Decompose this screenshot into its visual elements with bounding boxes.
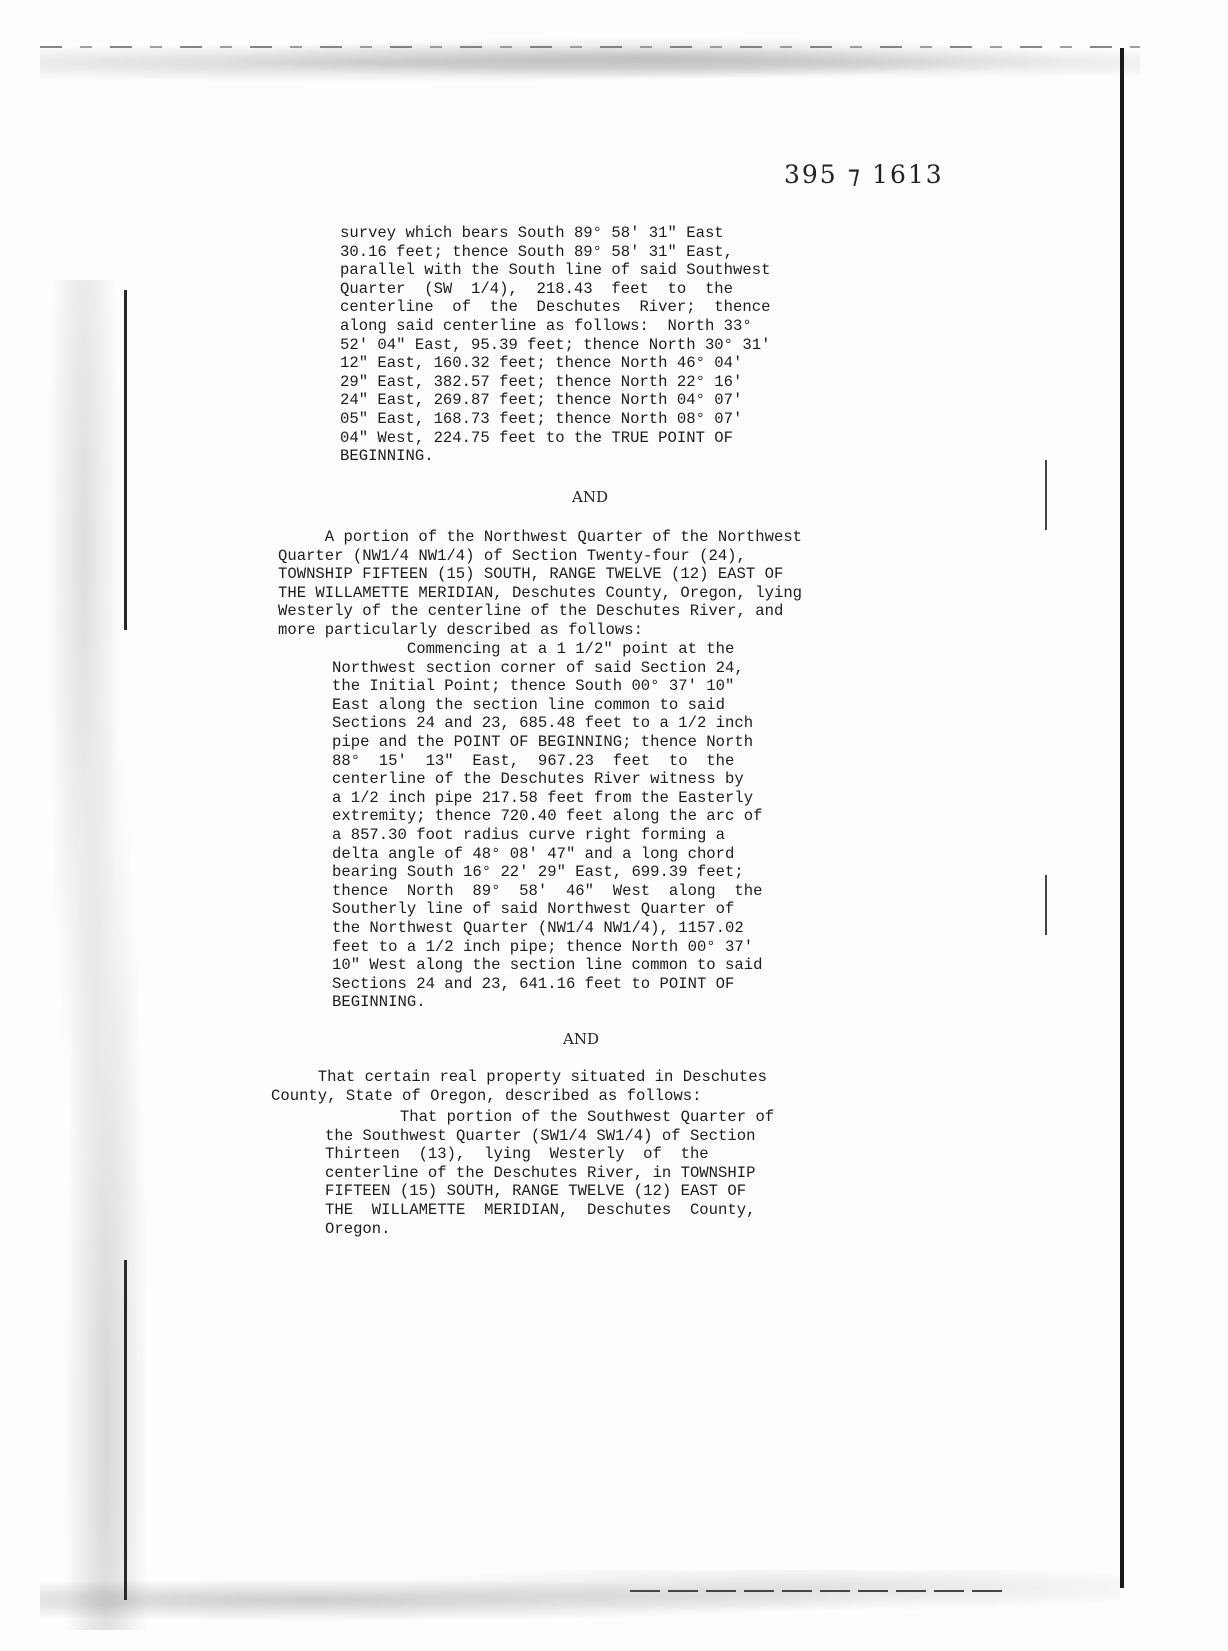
legal-description-continuation: survey which bears South 89° 58' 31" East 30.16 feet; thence South 89° 58' 31" East, parallel with the South line of said Southwest Quarter (SW 1/4), 218.43 feet to the centerline of the Deschutes River; thence along said centerline as follows: North 33° 52' 04" East, 95.39 feet; thence North 30° 31' 12" East, 160.32 feet; thence North 46° 04' 29" East, 382.57 feet; thence North 22° 16' 24" East, 269.87 feet; thence North 04° 07' 05" East, 168.73 feet; thence North 08° 07' 04" West, 224.75 feet to the TRUE POINT OF BEGINNING. [340,224,771,466]
parcel-3-intro: That certain real property situated in Deschutes County, State of Oregon, described as follows: [271,1068,767,1105]
scan-margin-line-right [1120,48,1124,1588]
separator-and-2: AND [563,1030,599,1048]
recording-number: 395 ⁊ 1613 [784,160,944,189]
scan-noise-bottom [40,1570,1120,1630]
scan-margin-line-left [124,290,127,630]
scan-edge-top [40,46,1140,48]
scan-margin-line-left-lower [124,1260,127,1600]
separator-and-1: AND [572,488,608,506]
scan-mark-vertical [1045,460,1047,530]
parcel-2-intro: A portion of the Northwest Quarter of the Northwest Quarter (NW1/4 NW1/4) of Section Twenty-four (24), TOWNSHIP FIFTEEN (15) SOUTH, RANGE TWELVE (12) EAST OF THE WILLAMETTE MERIDIAN, Deschutes County, Oregon, lying Westerly of the centerline of the Deschutes River, and more particularly described as follows: [278,528,803,639]
scan-mark-vertical-lower [1045,875,1047,935]
scan-edge-bottom [630,1590,1010,1592]
scan-noise-left [40,280,150,1630]
parcel-3-legal-description: That portion of the Southwest Quarter of the Southwest Quarter (SW1/4 SW1/4) of Section Thirteen (13), lying Westerly of the centerline of the Deschutes River, in TOWNSHIP FIFTEEN (15) SOUTH, RANGE TWELVE (12) EAST OF THE WILLAMETTE MERIDIAN, Deschutes County, Oregon. [325,1108,775,1238]
parcel-2-legal-description: Commencing at a 1 1/2" point at the Northwest section corner of said Section 24, the Initial Point; thence South 00° 37' 10" East along the section line common to said Sections 24 and 23, 685.48 feet to a 1/2 inch pipe and the POINT OF BEGINNING; thence North 88° 15' 13" East, 967.23 feet to the centerline of the Deschutes River witness by a 1/2 inch pipe 217.58 feet from the Easterly extremity; thence 720.40 feet along the arc of a 857.30 foot radius curve right forming a delta angle of 48° 08' 47" and a long chord bearing South 16° 22' 29" East, 699.39 feet; thence North 89° 58' 46" West along the Southerly line of said Northwest Quarter of the Northwest Quarter (NW1/4 NW1/4), 1157.02 feet to a 1/2 inch pipe; thence North 00° 37' 10" West along the section line common to said Sections 24 and 23, 641.16 feet to POINT OF BEGINNING. [332,640,763,1012]
